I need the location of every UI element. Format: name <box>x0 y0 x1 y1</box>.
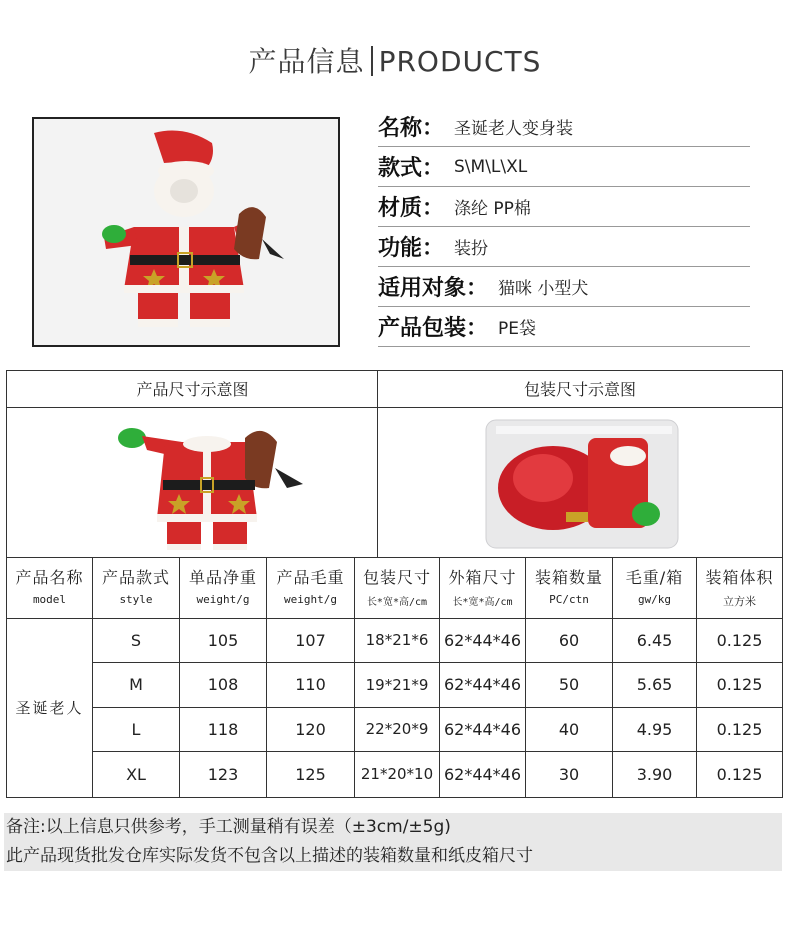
cell-carton-weight: 6.45 <box>636 631 673 650</box>
info-key: 材质： <box>378 196 445 221</box>
page-title <box>0 40 790 80</box>
model-name-cell: 圣诞老人 <box>15 699 84 717</box>
cell-gross-weight: 120 <box>295 720 326 739</box>
package-diagram-title: 包装尺寸示意图 <box>378 371 782 408</box>
col-header-carton-weight: 毛重/箱 gw/kg <box>625 568 684 606</box>
col-header-package-size: 包装尺寸 长*宽*高/cm <box>362 568 431 608</box>
cell-volume: 0.125 <box>716 675 763 694</box>
info-row-target <box>378 267 750 307</box>
cell-carton-weight: 4.95 <box>636 720 673 739</box>
cell-carton-size: 62*44*46 <box>443 631 522 650</box>
product-info-list <box>378 107 750 347</box>
cell-carton-weight: 3.90 <box>636 765 673 784</box>
pe-bag-illustration <box>378 408 782 557</box>
main-product-photo <box>32 117 340 347</box>
cell-net-weight: 108 <box>207 675 239 694</box>
cell-style: L <box>131 720 141 739</box>
santa-costume-illustration <box>34 119 338 345</box>
cell-gross-weight: 125 <box>295 765 326 784</box>
info-key: 适用对象： <box>378 276 489 301</box>
col-header-qty: 装箱数量 PC/ctn <box>534 568 603 606</box>
cell-net-weight: 123 <box>207 765 239 784</box>
cell-net-weight: 118 <box>207 720 239 739</box>
cell-qty: 30 <box>558 765 580 784</box>
costume-flat-illustration <box>7 408 377 557</box>
col-header-carton-size: 外箱尺寸 长*宽*高/cm <box>448 568 517 608</box>
info-row-function <box>378 227 750 267</box>
info-row-style <box>378 147 750 187</box>
info-row-packaging <box>378 307 750 347</box>
col-header-style: 产品款式 style <box>101 568 170 606</box>
cell-package-size: 21*20*10 <box>360 765 434 783</box>
col-header-net-weight: 单品净重 weight/g <box>188 568 257 606</box>
cell-gross-weight: 107 <box>295 631 326 650</box>
info-value: 猫咪 小型犬 <box>498 279 589 299</box>
cell-qty: 50 <box>558 675 580 694</box>
cell-carton-size: 62*44*46 <box>443 765 522 784</box>
info-value: S\M\L\XL <box>454 156 528 177</box>
info-row-name <box>378 107 750 147</box>
cell-carton-size: 62*44*46 <box>443 675 522 694</box>
info-key: 款式： <box>378 156 445 181</box>
info-row-material <box>378 187 750 227</box>
info-key: 产品包装： <box>378 316 489 341</box>
info-value: PE袋 <box>498 319 537 339</box>
info-key: 功能： <box>378 236 445 261</box>
size-diagram-image <box>7 408 377 558</box>
cell-package-size: 19*21*9 <box>365 676 429 694</box>
cell-volume: 0.125 <box>716 765 763 784</box>
cell-carton-weight: 5.65 <box>636 675 673 694</box>
cell-style: S <box>130 631 142 650</box>
col-header-model: 产品名称 model <box>15 568 84 606</box>
cell-carton-size: 62*44*46 <box>443 720 522 739</box>
note-line-1: 备注:以上信息只供参考，手工测量稍有误差（±3cm/±5g) <box>4 813 782 842</box>
info-value: 涤纶 PP棉 <box>454 199 531 219</box>
title-cn: 产品信息 <box>248 45 365 78</box>
cell-style: M <box>129 675 143 694</box>
cell-net-weight: 105 <box>207 631 239 650</box>
cell-qty: 40 <box>558 720 580 739</box>
cell-volume: 0.125 <box>716 720 763 739</box>
spec-table <box>6 370 783 798</box>
col-header-volume: 装箱体积 立方米 <box>705 568 774 608</box>
info-value: 圣诞老人变身装 <box>454 119 574 139</box>
cell-style: XL <box>126 765 146 784</box>
cell-package-size: 18*21*6 <box>365 631 429 649</box>
package-diagram-image <box>378 408 782 558</box>
title-en: PRODUCTS <box>378 45 542 78</box>
info-value: 装扮 <box>454 239 489 259</box>
note-line-2: 此产品现货批发仓库实际发货不包含以上描述的装箱数量和纸皮箱尺寸 <box>4 842 782 871</box>
cell-qty: 60 <box>558 631 580 650</box>
col-header-gross-weight: 产品毛重 weight/g <box>276 568 345 606</box>
cell-volume: 0.125 <box>716 631 763 650</box>
size-diagram-title: 产品尺寸示意图 <box>7 371 378 408</box>
cell-gross-weight: 110 <box>295 675 326 694</box>
title-divider <box>371 46 373 76</box>
cell-package-size: 22*20*9 <box>365 720 429 738</box>
info-key: 名称： <box>378 116 445 141</box>
